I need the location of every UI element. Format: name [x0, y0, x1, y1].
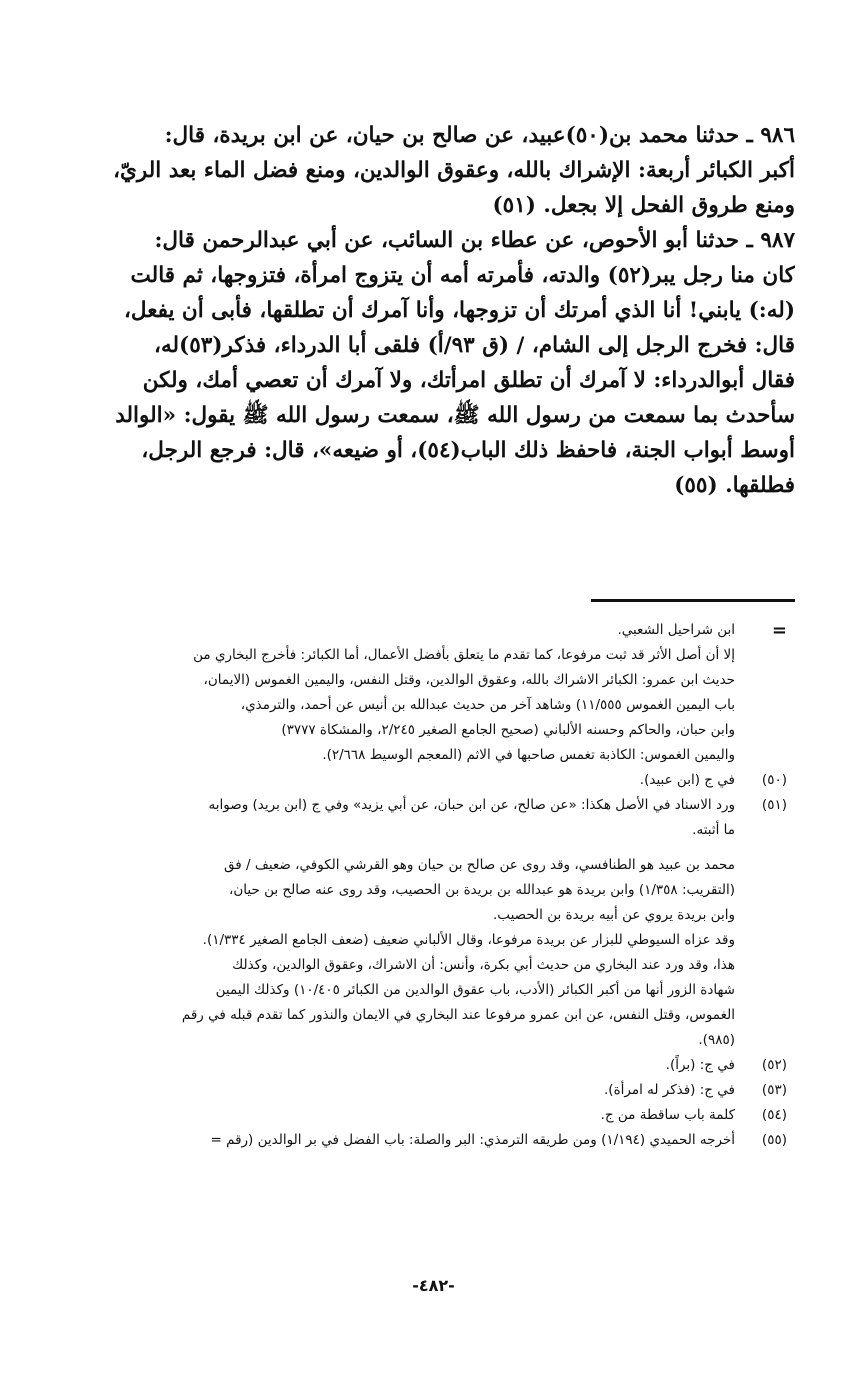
- main-text-line: كان منا رجل يبر(٥٢) والدته، فأمرته أمه أن يتزوج امرأة، فتزوجها، ثم قالت: [130, 263, 795, 288]
- footnote-line: باب اليمين الغموس ١١/٥٥٥) وشاهد آخر من حديث عبدالله بن أنيس عن أحمد، والترمذي،: [240, 697, 735, 713]
- footnotes: [77, 618, 787, 1153]
- footnote-number: [735, 853, 787, 878]
- footnote-line: حديث ابن عمرو: الكبائر الاشراك بالله، وعقوق الوالدين، وقتل النفس، واليمين الغموس (الايمان،: [203, 672, 735, 688]
- footnote-number: (٥٤): [761, 1107, 787, 1123]
- footnote-54: [77, 1103, 787, 1128]
- footnote-55: [77, 1128, 787, 1153]
- footnote-line: محمد بن عبيد هو الطنافسي، وقد روى عن صالح بن حيان وهو القرشي الكوفي، ضعيف / فق: [224, 857, 735, 873]
- footnote-continuation: [77, 618, 787, 768]
- footnote-body: [77, 1103, 735, 1128]
- footnote-51-commentary: [77, 853, 787, 1053]
- main-text-line: فقال أبوالدرداء: لا آمرك أن تطلق امرأتك، ولا آمرك أن تعصي أمك، ولكن: [142, 368, 795, 393]
- footnote-line: ورد الاسناد في الأصل هكذا: «عن صالح، عن ابن حبان، عن أبي يزيد» وفي ج (ابن بريد) وصوابه: [208, 797, 735, 813]
- main-text-line: أوسط أبواب الجنة، فاحفظ ذلك الباب(٥٤)، أو ضيعه»، قال: فرجع الرجل،: [141, 438, 795, 463]
- main-text-line: قال: فخرج الرجل إلى الشام، / (ق ٩٣/أ) فلقى أبا الدرداء، فذكر(٥٣)له،: [154, 333, 795, 358]
- footnote-number: (٥١): [761, 797, 787, 813]
- footnote-line: (٩٨٥).: [698, 1032, 735, 1048]
- footnote-body: [77, 793, 735, 843]
- main-text-line: (له:) يابني! أنا الذي أمرتك أن تزوجها، وأنا آمرك أن تطلقها، فأبى أن يفعل،: [123, 298, 795, 323]
- footnote-line: (التقريب: ١/٣٥٨) وابن بريدة هو عبدالله بن بريدة بن الحصيب، وقد روى عنه صالح بن حيان،: [229, 882, 735, 898]
- footnote-number: (٥٣): [761, 1082, 787, 1098]
- footnote-body: [77, 618, 735, 768]
- footnote-number: (٥٢): [761, 1057, 787, 1073]
- footnote-line: واليمين الغموس: الكاذبة تغمس صاحبها في الاثم (المعجم الوسيط ٢/٦٦٨).: [322, 747, 735, 763]
- footnote-50: [77, 768, 787, 793]
- footnote-line: كلمة باب ساقطة من ج.: [600, 1107, 735, 1123]
- footnote-line: وابن حبان، والحاكم وحسنه الألباني (صحيح الجامع الصغير ٢/٢٤٥، والمشكاة ٣٧٧٧): [281, 722, 735, 738]
- footnote-line: ما أثبته.: [692, 822, 735, 838]
- footnote-body: [77, 853, 735, 1053]
- main-text-line: ٩٨٦ ـ حدثنا محمد بن(٥٠)عبيد، عن صالح بن حيان، عن ابن بريدة، قال:: [164, 123, 795, 148]
- footnote-body: [77, 1053, 735, 1078]
- footnote-number: (٥٥): [761, 1132, 787, 1148]
- main-text-line: ومنع طروق الفحل إلا بجعل. (٥١): [492, 193, 795, 218]
- footnote-52: [77, 1053, 787, 1078]
- main-text-line: أكبر الكبائر أربعة: الإشراك بالله، وعقوق الوالدين، ومنع فضل الماء بعد الريّ،: [113, 158, 795, 183]
- footnote-number: (٥٠): [761, 772, 787, 788]
- footnote-body: [77, 1078, 735, 1103]
- footnote-line: وقد عزاه السيوطي للبزار عن بريدة مرفوعا، وقال الألباني ضعيف (ضعف الجامع الصغير ١/٣٣٤).: [202, 932, 735, 948]
- footnote-body: [77, 768, 735, 793]
- footnote-51: [77, 793, 787, 843]
- footnote-body: [77, 1128, 735, 1153]
- footnote-line: هذا، وقد ورد عند البخاري من حديث أبي بكرة، وأنس: أن الاشراك، وعقوق الوالدين، وكذلك: [232, 957, 735, 973]
- footnote-line: وابن بريدة يروي عن أبيه بريدة بن الحصيب.: [493, 907, 735, 923]
- main-text: [70, 118, 795, 503]
- main-text-line: سأحدث بما سمعت من رسول الله ﷺ، سمعت رسول الله ﷺ يقول: «الوالد: [115, 403, 795, 428]
- footnote-53: [77, 1078, 787, 1103]
- footnote-line: في ج: (براً).: [665, 1057, 735, 1073]
- paragraph-gap: [77, 843, 787, 853]
- footnote-line: إلا أن أصل الأثر قد ثبت مرفوعا، كما تقدم ما يتعلق بأفضل الأعمال، أما الكبائر: فأخرج البخاري من: [193, 647, 735, 663]
- main-text-line: فطلقها. (٥٥): [674, 473, 795, 498]
- footnote-line: في ج: (فذكر له امرأة).: [604, 1082, 735, 1098]
- footnote-line: أخرجه الحميدي (١/١٩٤) ومن طريقه الترمذي: البر والصلة: باب الفضل في بر الوالدين (رقم =: [210, 1132, 735, 1148]
- page-number: -٤٨٢-: [412, 1276, 455, 1295]
- footnote-line: في ج (ابن عبيد).: [639, 772, 735, 788]
- footnote-divider: [591, 599, 795, 602]
- footnote-line: الغموس، وقتل النفس، عن ابن عمرو مرفوعا عند البخاري في الايمان والنذور كما تقدم قبله في رقم: [181, 1007, 735, 1023]
- footnote-line: ابن شراحيل الشعبي.: [617, 622, 735, 638]
- footnote-line: شهادة الزور أنها من أكبر الكبائر (الأدب، باب عقوق الوالدين من الكبائر ١٠/٤٠٥) وكذلك اليمين: [215, 982, 735, 998]
- main-text-line: ٩٨٧ ـ حدثنا أبو الأحوص، عن عطاء بن السائب، عن أبي عبدالرحمن قال:: [154, 228, 795, 253]
- continuation-mark: =: [771, 620, 787, 641]
